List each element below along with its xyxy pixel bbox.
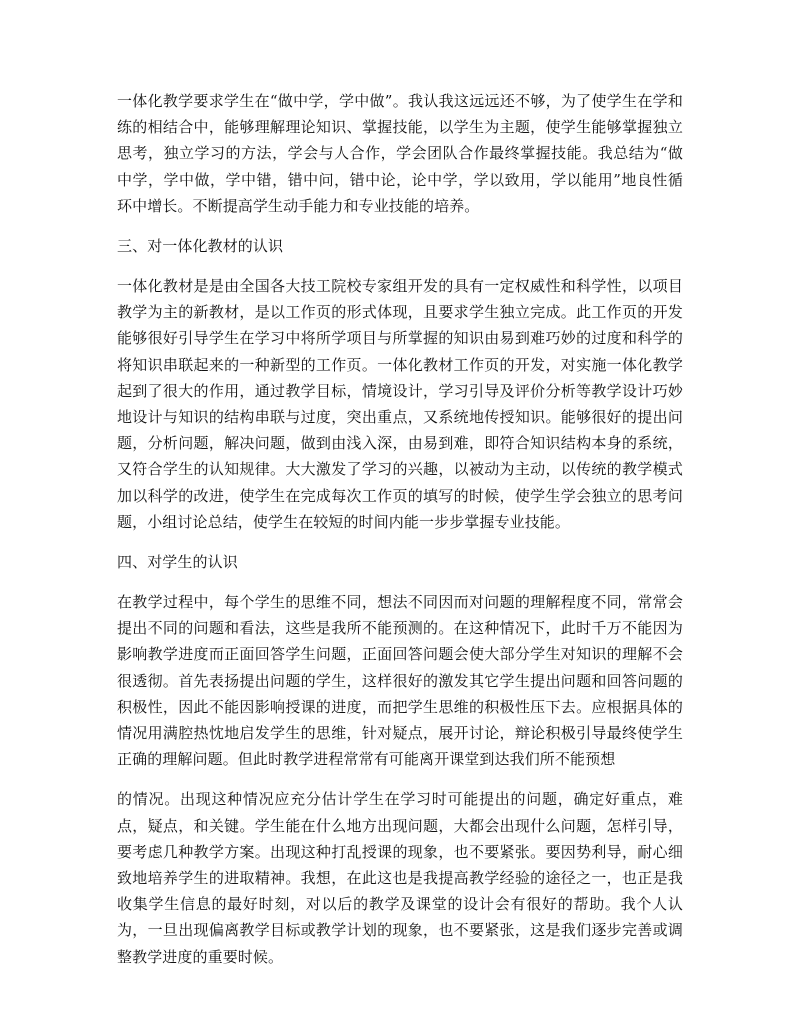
paragraph-integrated-teaching: 一体化教学要求学生在“做中学，学中做”。我认我这远远还不够，为了使学生在学和练的相结合中，能够理解理论知识、掌握技能，以学生为主题，使学生能够掌握独立思考，独立学习的方法，学会与人合作，学会团队合作最终掌握技能。我总结为“做中学，学中做，学中错，错中问，错中论，论中学，学以致用，学以能用”地良性循环中增长。不断提高学生动手能力和专业技能的培养。 <box>117 92 683 215</box>
section-heading-3: 三、对一体化教材的认识 <box>117 237 284 256</box>
paragraph-unexpected-situations: 的情况。出现这种情况应充分估计学生在学习时可能提出的问题，确定好重点，难点，疑点，和关键。学生能在什么地方出现问题，大都会出现什么问题，怎样引导，要考虑几种教学方案。出现这种打乱授课的现象，也不要紧张。要因势利导，耐心细致地培养学生的进取精神。我想，在此这也是我提高教学经验的途径之一，也正是我收集学生信息的最好时刻，对以后的教学及课堂的设计会有很好的帮助。我个人认为，一旦出现偏离教学目标或教学计划的现象，也不要紧张，这是我们逐步完善或调整教学进度的重要时候。 <box>117 790 683 966</box>
document-body <box>117 88 683 970</box>
paragraph-integrated-textbook: 一体化教材是是由全国各大技工院校专家组开发的具有一定权威性和科学性，以项目教学为主的新教材，是以工作页的形式体现，且要求学生独立完成。此工作页的开发能够很好引导学生在学习中将所学项目与所掌握的知识由易到难巧妙的过度和科学的将知识串联起来的一种新型的工作页。一体化教材工作页的开发，对实施一体化教学起到了很大的作用，通过教学目标，情境设计，学习引导及评价分析等教学设计巧妙地设计与知识的结构串联与过度，突出重点，又系统地传授知识。能够很好的提出问题，分析问题，解决问题，做到由浅入深，由易到难，即符合知识结构本身的系统，又符合学生的认知规律。大大激发了学习的兴趣，以被动为主动，以传统的教学模式加以科学的改进，使学生在完成每次工作页的填写的时候，使学生学会独立的思考问题，小组讨论总结，使学生在较短的时间内能一步步掌握专业技能。 <box>117 277 683 531</box>
section-heading-4: 四、对学生的认识 <box>117 553 238 572</box>
paragraph-students: 在教学过程中，每个学生的思维不同，想法不同因而对问题的理解程度不同，常常会提出不同的问题和看法，这些是我所不能预测的。在这种情况下，此时千万不能因为影响教学进度而正面回答学生问题，正面回答问题会使大部分学生对知识的理解不会很透彻。首先表扬提出问题的学生，这样很好的激发其它学生提出问题和回答问题的积极性，因此不能因影响授课的进度，而把学生思维的积极性压下去。应根据具体的情况用满腔热忱地启发学生的思维，针对疑点，展开讨论，辩论积极引导最终使学生正确的理解问题。但此时教学进程常常有可能离开课堂到达我们所不能预想 <box>117 593 683 769</box>
